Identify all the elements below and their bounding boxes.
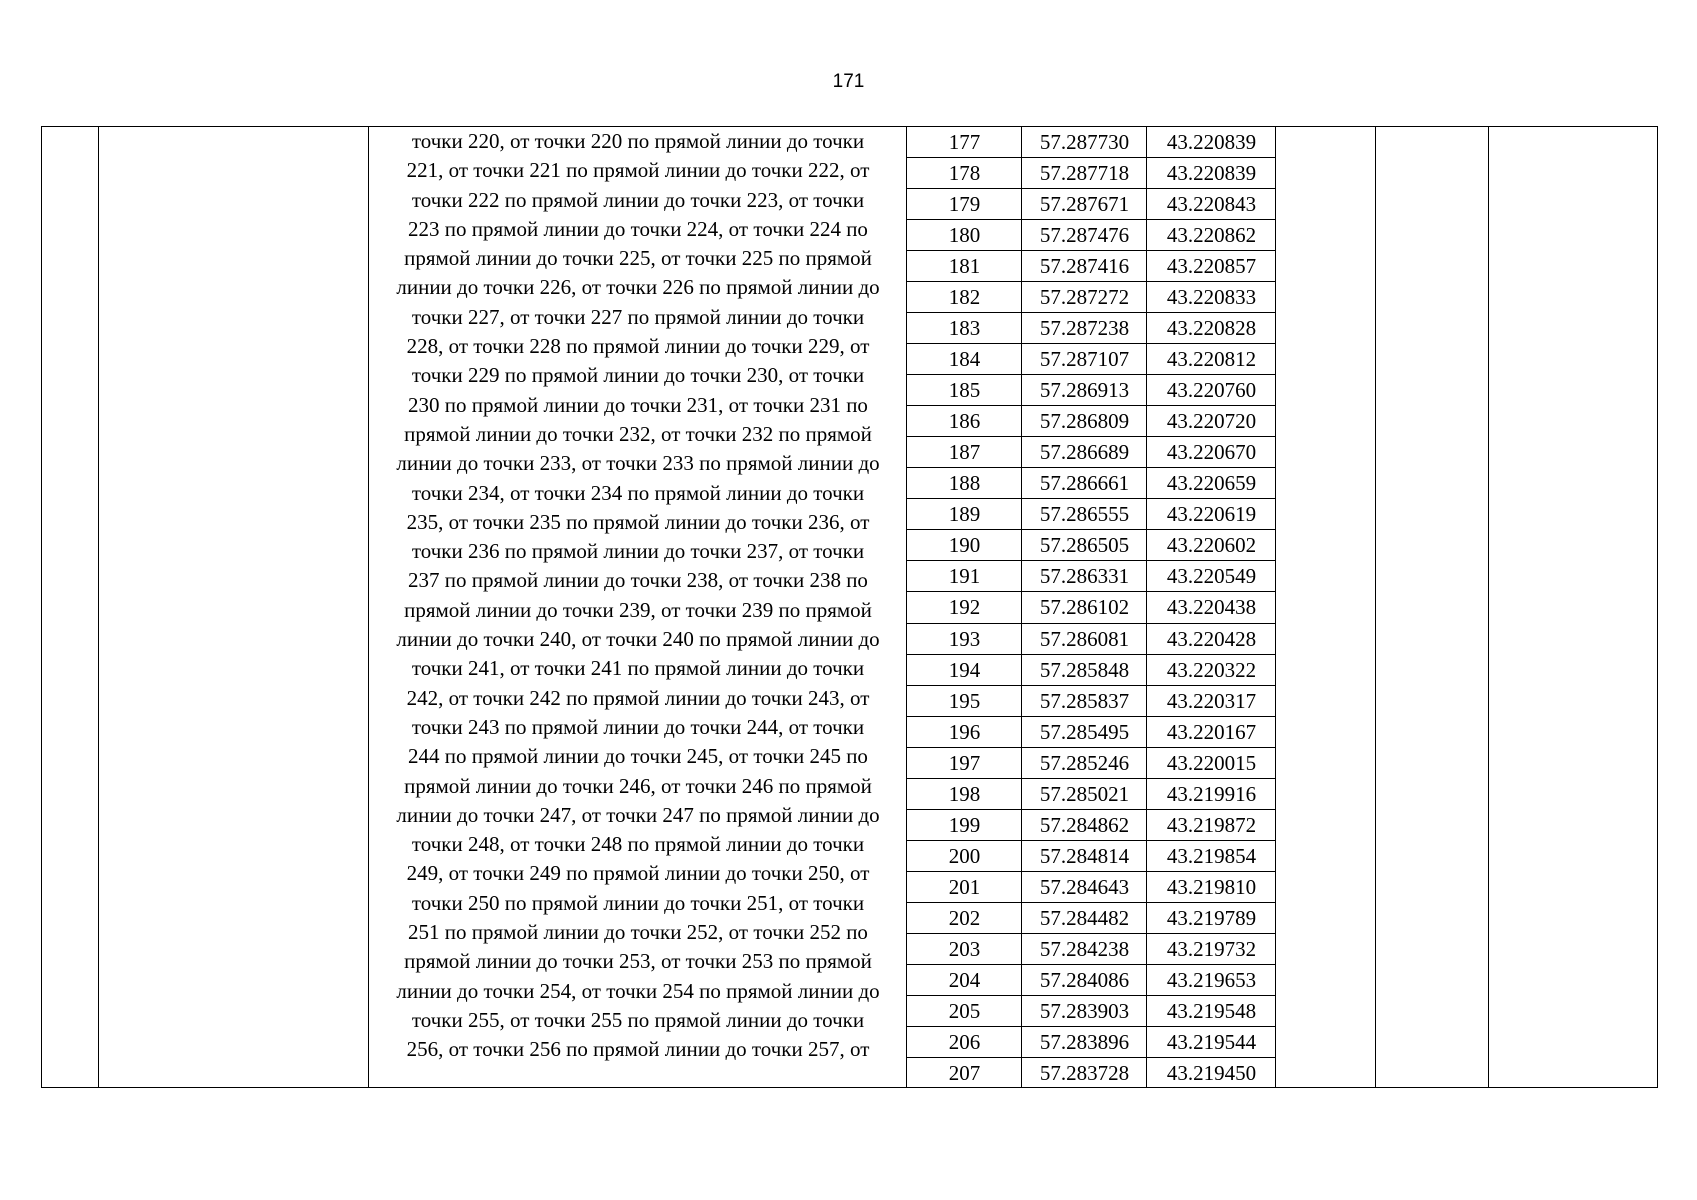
description-line: точки 241, от точки 241 по прямой линии до точки	[411, 656, 865, 681]
latitude-cell: 57.286081	[1039, 626, 1130, 651]
table-row	[907, 996, 1276, 1027]
table-row	[907, 872, 1276, 903]
description-line: 223 по прямой линии до точки 224, от точки 224 по	[408, 216, 868, 241]
point-number: 180	[948, 223, 981, 248]
longitude-cell: 43.219732	[1166, 936, 1257, 961]
boundary-description	[369, 127, 907, 1065]
longitude-cell: 43.220428	[1166, 626, 1257, 651]
longitude-cell: 43.220839	[1166, 161, 1257, 186]
description-line: точки 243 по прямой линии до точки 244, от точки	[411, 714, 865, 739]
table-row	[907, 1027, 1276, 1058]
latitude-cell: 57.284238	[1039, 936, 1130, 961]
longitude-cell: 43.220812	[1166, 347, 1257, 372]
table-row	[907, 313, 1276, 344]
column-divider	[1375, 127, 1376, 1087]
table-row	[907, 158, 1276, 189]
latitude-cell: 57.287730	[1039, 130, 1130, 154]
longitude-cell: 43.220839	[1166, 130, 1257, 154]
point-number: 198	[948, 781, 981, 806]
table-row	[907, 406, 1276, 437]
longitude-cell: 43.220015	[1166, 750, 1257, 775]
latitude-cell: 57.287107	[1039, 347, 1130, 372]
longitude-cell: 43.220322	[1166, 657, 1257, 682]
longitude-cell: 43.220670	[1166, 440, 1257, 465]
longitude-cell: 43.220602	[1166, 533, 1257, 558]
latitude-cell: 57.286102	[1039, 595, 1130, 620]
point-number: 206	[948, 1029, 981, 1054]
description-line: линии до точки 226, от точки 226 по прямой линии до	[396, 275, 880, 300]
description-line: прямой линии до точки 239, от точки 239 по прямой	[404, 597, 872, 622]
table-row	[907, 344, 1276, 375]
description-line: 228, от точки 228 по прямой линии до точки 229, от	[406, 334, 870, 359]
point-number: 193	[948, 626, 981, 651]
table-row	[907, 717, 1276, 748]
point-number: 184	[948, 347, 981, 372]
table-row	[907, 437, 1276, 468]
description-line: 237 по прямой линии до точки 238, от точки 238 по	[408, 568, 868, 593]
description-line: 256, от точки 256 по прямой линии до точки 257, от	[406, 1037, 870, 1062]
table-row	[907, 127, 1276, 158]
latitude-cell: 57.287416	[1039, 254, 1130, 279]
longitude-cell: 43.220549	[1166, 564, 1257, 589]
longitude-cell: 43.219544	[1166, 1029, 1257, 1054]
latitude-cell: 57.284086	[1039, 967, 1130, 992]
point-number: 203	[948, 936, 981, 961]
table-row	[907, 592, 1276, 623]
point-number: 207	[948, 1060, 981, 1085]
longitude-cell: 43.220857	[1166, 254, 1257, 279]
point-number: 187	[948, 440, 981, 465]
description-line: 251 по прямой линии до точки 252, от точки 252 по	[408, 920, 868, 945]
point-number: 199	[948, 812, 981, 837]
point-number: 179	[948, 192, 981, 217]
description-line: линии до точки 240, от точки 240 по прямой линии до	[396, 627, 880, 652]
description-line: прямой линии до точки 246, от точки 246 по прямой	[404, 773, 872, 798]
point-number: 188	[948, 471, 981, 496]
latitude-cell: 57.287476	[1039, 223, 1130, 248]
description-line: точки 236 по прямой линии до точки 237, от точки	[411, 539, 865, 564]
table-row	[907, 965, 1276, 996]
table-row	[907, 655, 1276, 686]
description-line: 221, от точки 221 по прямой линии до точки 222, от	[406, 158, 870, 183]
latitude-cell: 57.285848	[1039, 657, 1130, 682]
column-divider	[98, 127, 99, 1087]
description-line: 249, от точки 249 по прямой линии до точки 250, от	[406, 861, 870, 886]
longitude-cell: 43.220438	[1166, 595, 1257, 620]
table-row	[907, 468, 1276, 499]
table-row	[907, 561, 1276, 592]
point-number: 183	[948, 316, 981, 341]
description-line: прямой линии до точки 253, от точки 253 по прямой	[404, 949, 872, 974]
longitude-cell: 43.220619	[1166, 502, 1257, 527]
point-number: 190	[948, 533, 981, 558]
description-line: точки 248, от точки 248 по прямой линии до точки	[411, 832, 865, 857]
point-number: 205	[948, 998, 981, 1023]
latitude-cell: 57.286505	[1039, 533, 1130, 558]
description-line: прямой линии до точки 232, от точки 232 по прямой	[404, 421, 872, 446]
latitude-cell: 57.287272	[1039, 285, 1130, 310]
latitude-cell: 57.285837	[1039, 688, 1130, 713]
longitude-cell: 43.219810	[1166, 874, 1257, 899]
longitude-cell: 43.219789	[1166, 905, 1257, 930]
page-number: 171	[832, 71, 865, 92]
point-number: 204	[948, 967, 981, 992]
description-line: точки 229 по прямой линии до точки 230, от точки	[411, 363, 865, 388]
latitude-cell: 57.286331	[1039, 564, 1130, 589]
longitude-cell: 43.220833	[1166, 285, 1257, 310]
table-row	[907, 841, 1276, 872]
latitude-cell: 57.283728	[1039, 1060, 1130, 1085]
latitude-cell: 57.284814	[1039, 843, 1130, 868]
longitude-cell: 43.219916	[1166, 781, 1257, 806]
latitude-cell: 57.287238	[1039, 316, 1130, 341]
latitude-cell: 57.285021	[1039, 781, 1130, 806]
column-divider	[1488, 127, 1489, 1087]
latitude-cell: 57.284643	[1039, 874, 1130, 899]
longitude-cell: 43.219872	[1166, 812, 1257, 837]
table-row	[907, 251, 1276, 282]
latitude-cell: 57.284482	[1039, 905, 1130, 930]
description-line: точки 250 по прямой линии до точки 251, от точки	[411, 890, 865, 915]
table-row	[907, 530, 1276, 561]
description-line: точки 227, от точки 227 по прямой линии до точки	[411, 304, 865, 329]
table-row	[907, 220, 1276, 251]
table-row	[907, 375, 1276, 406]
table-row	[907, 1058, 1276, 1089]
latitude-cell: 57.285495	[1039, 719, 1130, 744]
description-line: прямой линии до точки 225, от точки 225 по прямой	[404, 246, 872, 271]
description-line: линии до точки 254, от точки 254 по прямой линии до	[396, 978, 880, 1003]
longitude-cell: 43.220720	[1166, 409, 1257, 434]
longitude-cell: 43.219548	[1166, 998, 1257, 1023]
coordinates-table	[907, 127, 1276, 1089]
longitude-cell: 43.220760	[1166, 378, 1257, 403]
latitude-cell: 57.287718	[1039, 161, 1130, 186]
boundary-table	[41, 126, 1658, 1088]
description-line: 244 по прямой линии до точки 245, от точки 245 по	[408, 744, 868, 769]
table-row	[907, 934, 1276, 965]
point-number: 197	[948, 750, 981, 775]
description-line: 235, от точки 235 по прямой линии до точки 236, от	[406, 509, 870, 534]
point-number: 182	[948, 285, 981, 310]
longitude-cell: 43.220843	[1166, 192, 1257, 217]
description-line: линии до точки 233, от точки 233 по прямой линии до	[396, 451, 880, 476]
latitude-cell: 57.286809	[1039, 409, 1130, 434]
longitude-cell: 43.219653	[1166, 967, 1257, 992]
latitude-cell: 57.286555	[1039, 502, 1130, 527]
latitude-cell: 57.283896	[1039, 1029, 1130, 1054]
description-line: 242, от точки 242 по прямой линии до точки 243, от	[406, 685, 870, 710]
latitude-cell: 57.283903	[1039, 998, 1130, 1023]
point-number: 194	[948, 657, 981, 682]
longitude-cell: 43.219854	[1166, 843, 1257, 868]
table-row	[907, 624, 1276, 655]
longitude-cell: 43.219450	[1166, 1060, 1257, 1085]
point-number: 181	[948, 254, 981, 279]
table-row	[907, 499, 1276, 530]
table-row	[907, 903, 1276, 934]
latitude-cell: 57.286913	[1039, 378, 1130, 403]
latitude-cell: 57.287671	[1039, 192, 1130, 217]
point-number: 189	[948, 502, 981, 527]
point-number: 200	[948, 843, 981, 868]
table-row	[907, 779, 1276, 810]
table-row	[907, 189, 1276, 220]
description-line: линии до точки 247, от точки 247 по прямой линии до	[396, 802, 880, 827]
longitude-cell: 43.220862	[1166, 223, 1257, 248]
table-row	[907, 686, 1276, 717]
latitude-cell: 57.286689	[1039, 440, 1130, 465]
latitude-cell: 57.286661	[1039, 471, 1130, 496]
point-number: 196	[948, 719, 981, 744]
longitude-cell: 43.220167	[1166, 719, 1257, 744]
point-number: 186	[948, 409, 981, 434]
longitude-cell: 43.220659	[1166, 471, 1257, 496]
description-line: точки 255, от точки 255 по прямой линии до точки	[411, 1007, 865, 1032]
description-line: точки 222 по прямой линии до точки 223, от точки	[411, 187, 865, 212]
longitude-cell: 43.220317	[1166, 688, 1257, 713]
table-row	[907, 282, 1276, 313]
latitude-cell: 57.284862	[1039, 812, 1130, 837]
point-number: 201	[948, 874, 981, 899]
table-row	[907, 748, 1276, 779]
description-line: точки 220, от точки 220 по прямой линии до точки	[411, 129, 865, 153]
point-number: 192	[948, 595, 981, 620]
longitude-cell: 43.220828	[1166, 316, 1257, 341]
description-line: 230 по прямой линии до точки 231, от точки 231 по	[408, 392, 868, 417]
point-number: 202	[948, 905, 981, 930]
point-number: 195	[948, 688, 981, 713]
table-row	[907, 810, 1276, 841]
description-line: точки 234, от точки 234 по прямой линии до точки	[411, 480, 865, 505]
latitude-cell: 57.285246	[1039, 750, 1130, 775]
point-number: 185	[948, 378, 981, 403]
point-number: 177	[948, 130, 981, 154]
point-number: 178	[948, 161, 981, 186]
point-number: 191	[948, 564, 981, 589]
